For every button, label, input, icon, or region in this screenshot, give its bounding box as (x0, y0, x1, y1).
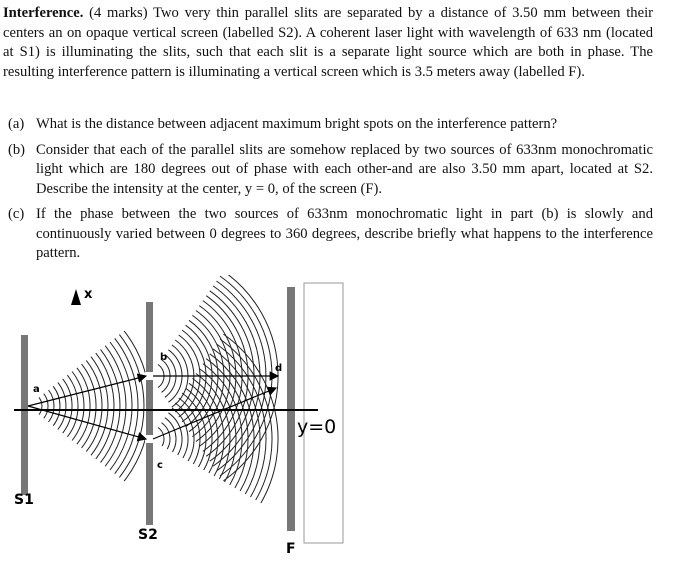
ray-a-b (28, 376, 146, 406)
ray-c-d (153, 388, 276, 439)
label-y0: y=0 (297, 416, 337, 438)
part-c (8, 205, 653, 264)
part-b-label: (b) (8, 141, 26, 158)
barrier-s1 (21, 335, 28, 495)
wavefront-arc (39, 397, 42, 414)
label-f: F (286, 541, 296, 557)
point-a-label: a (33, 384, 40, 395)
part-a (8, 115, 653, 135)
problem-parts (8, 115, 653, 270)
label-s2: S2 (138, 527, 158, 543)
part-a-label: (a) (8, 116, 25, 132)
wavefronts-s1 (39, 331, 150, 481)
wavefront-arc (165, 418, 176, 452)
part-c-text: If the phase between the two sources of 633nm monochromatic light in part (b) is slowly and continuously varied between 0 degrees to 360 degrees, describe briefly what happens to the interference pattern. (36, 206, 653, 261)
axis-label-x: x (84, 287, 93, 302)
barrier-s2 (146, 302, 153, 525)
part-b-text: Consider that each of the parallel slits are somehow replaced by two sources of 633nm monochromatic light which are 180 degrees out of phase with each other-and are also 3.50 mm apart, located at S2. Describe the intensity at the center, y = 0, of the screen (F). (36, 141, 653, 197)
part-b (8, 141, 653, 200)
problem-title: Interference. (3, 5, 84, 21)
wavefront-arc (175, 403, 194, 461)
slit-b-gap (145, 372, 154, 380)
wavefront-arc (101, 349, 120, 462)
problem-statement (3, 4, 653, 82)
problem-intro: (4 marks) Two very thin parallel slits are separated by a distance of 3.50 mm between their centers an on opaque vertical screen (labelled S2). A coherent laser light with wavelength of 633 nm (located at S1) is illuminating the slits, such that each slit is a separate light source which are both in phase. The resulting interference pattern is illuminating a vertical screen which is 3.5 meters away (labelled F). (3, 5, 653, 80)
wavefront-arc (63, 379, 72, 433)
part-c-label: (c) (8, 206, 25, 222)
part-a-text: What is the distance between adjacent maximum bright spots on the interference pattern? (36, 116, 558, 132)
wavefront-arc (67, 375, 78, 437)
wavefront-arc (44, 394, 48, 419)
point-d-label: d (275, 363, 283, 374)
point-b-label: b (160, 352, 168, 363)
wavefront-arc (58, 383, 66, 430)
x-axis-arrow-icon (71, 289, 81, 305)
wavefront-arc (77, 368, 90, 444)
slit-c-gap (145, 435, 154, 443)
interference-diagram (0, 275, 688, 581)
screen-f-box (304, 283, 343, 543)
point-c-label: c (157, 460, 163, 471)
label-s1: S1 (14, 492, 34, 508)
wavefronts-s2 (158, 275, 278, 503)
wavefront-arc (49, 390, 55, 422)
